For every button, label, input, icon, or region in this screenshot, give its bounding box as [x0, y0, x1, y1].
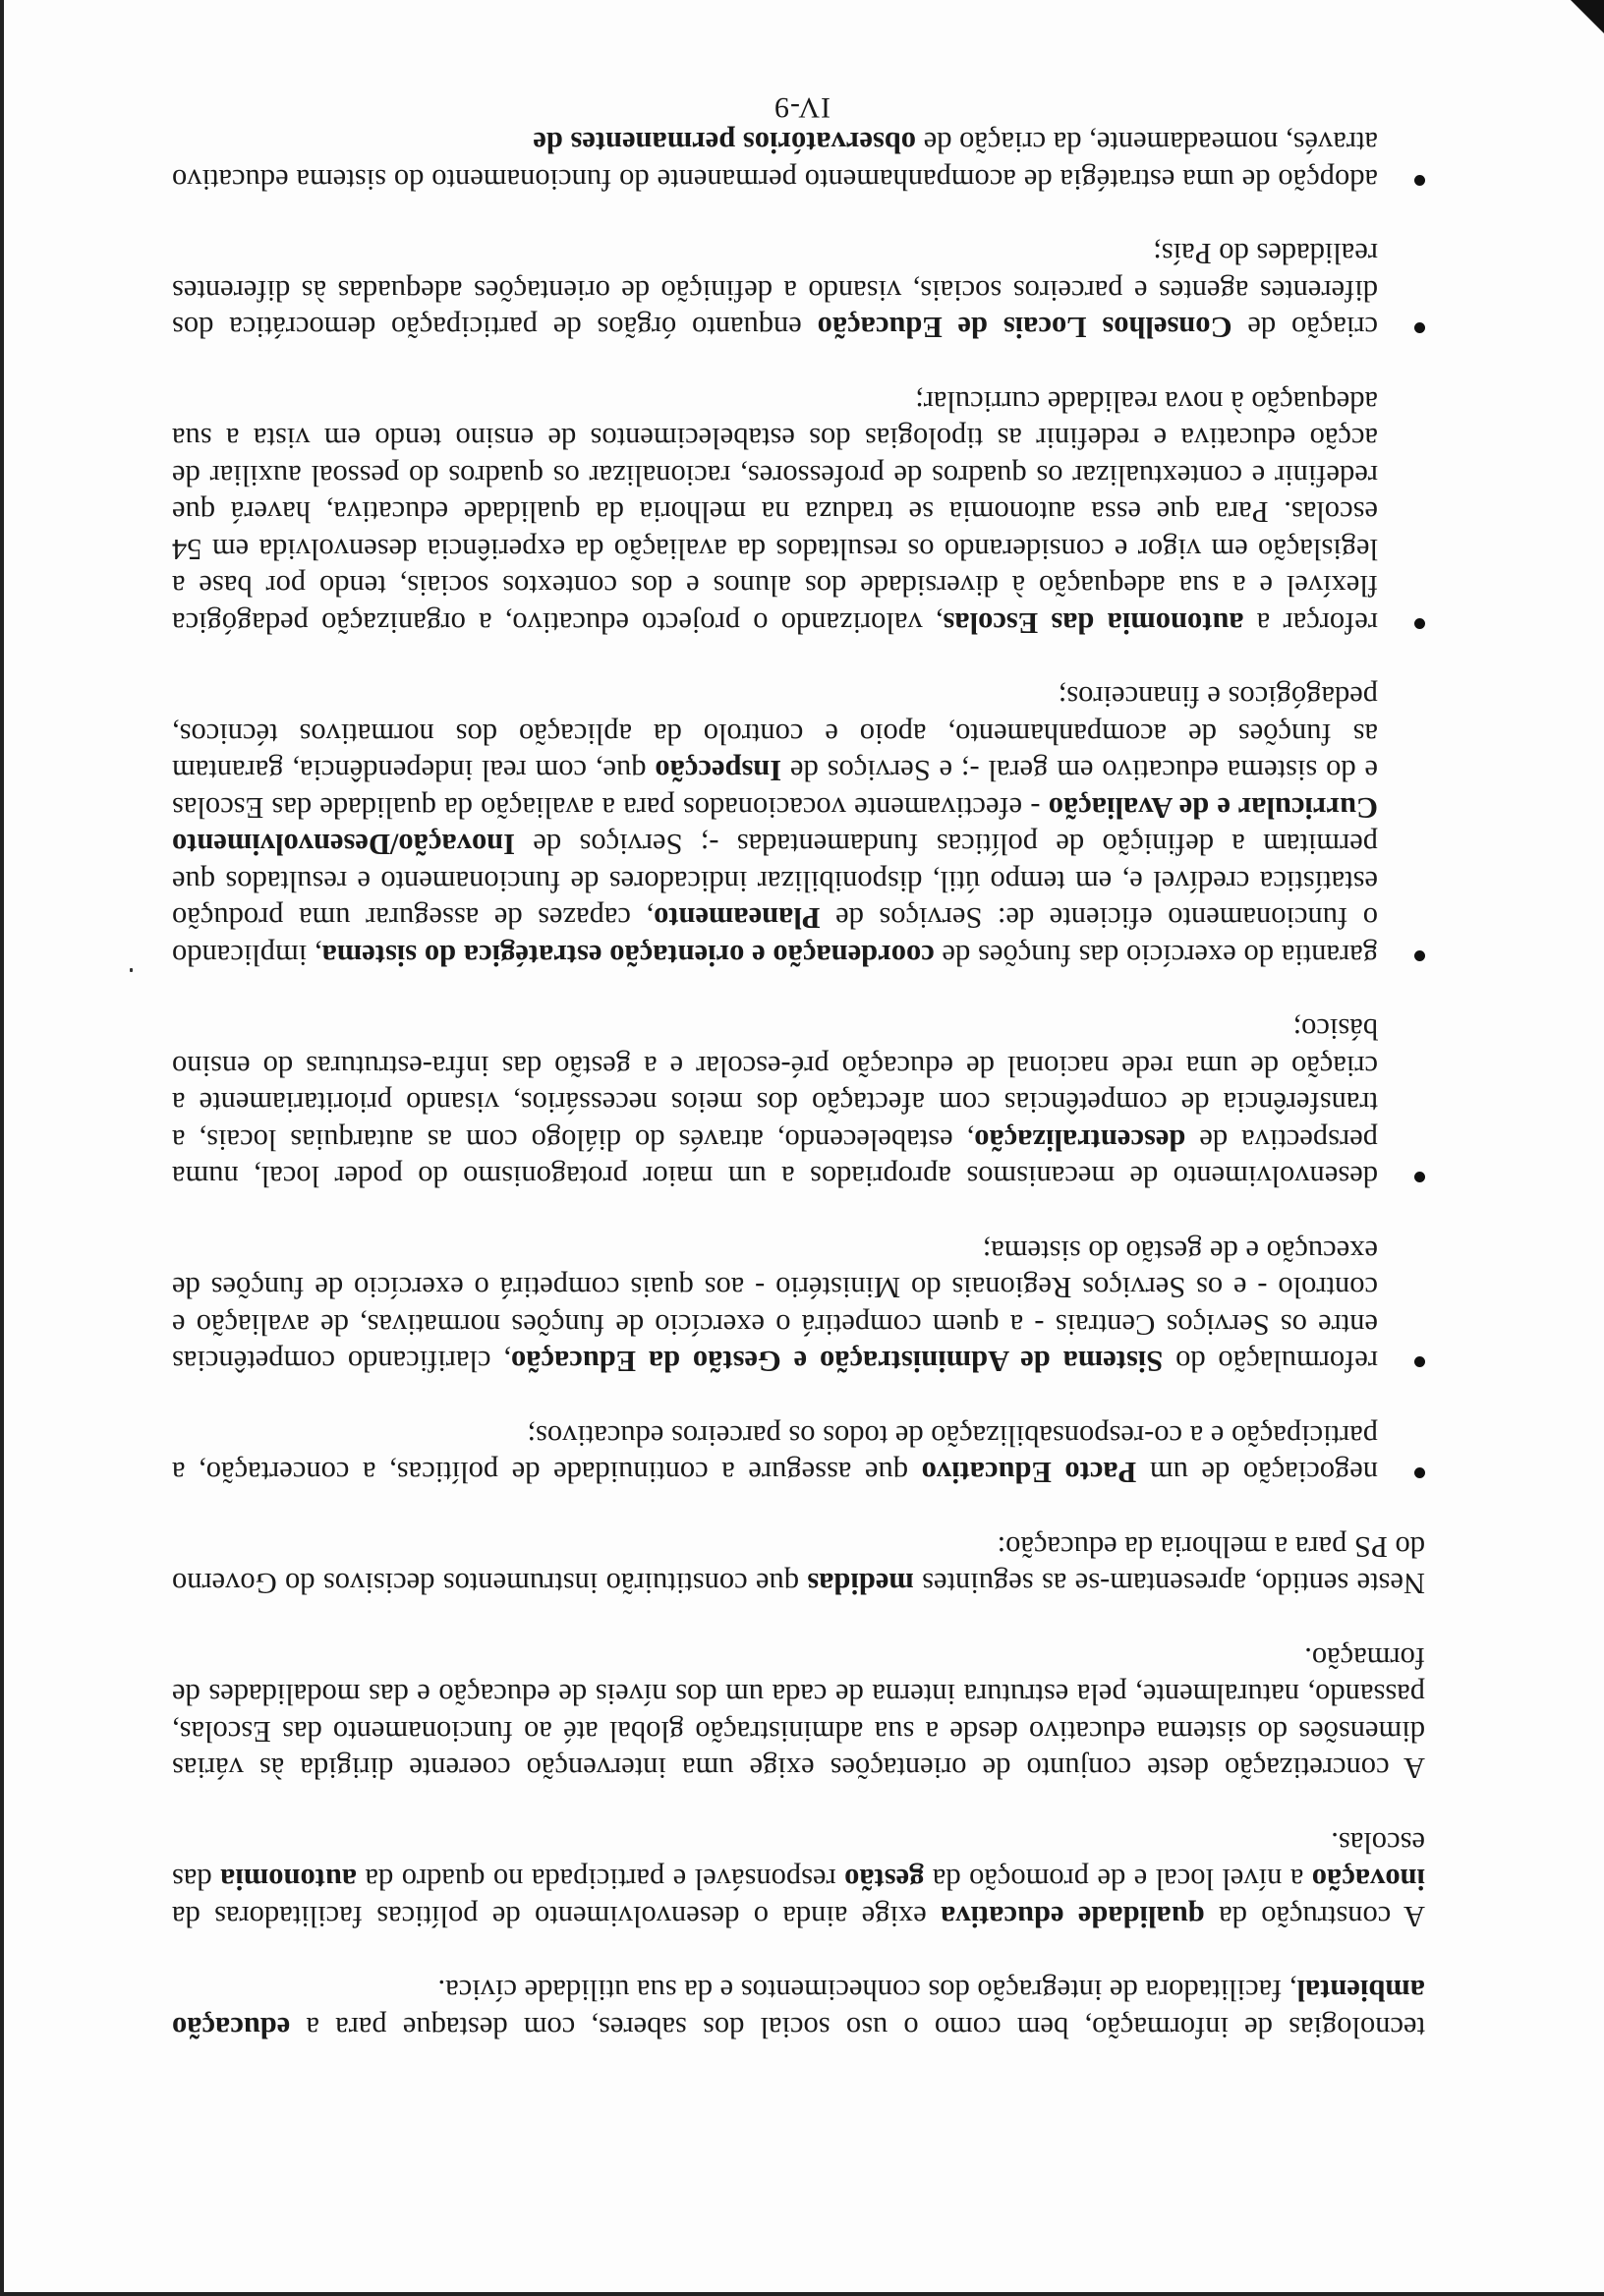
- bold-text-run: Inovação/Desenvolvimento Curricular e de Avaliação: [172, 791, 1378, 862]
- list-item: [172, 383, 1425, 642]
- bold-text-run: Pacto Educativo: [921, 1456, 1137, 1490]
- text-run: enquanto órgãos de participação democrática dos diferentes agentes e parceiros sociais, visando a definição de orientações adequadas às diferentes realidades do País;: [172, 237, 1378, 345]
- paragraph: [172, 1972, 1425, 2045]
- text-run: Neste sentido, apresentam-se as seguintes: [913, 1567, 1425, 1601]
- page-number: IV-9: [773, 91, 831, 124]
- bullet-icon: [1414, 950, 1425, 961]
- list-item-text: [172, 124, 1378, 198]
- text-run: reforçar a: [1243, 606, 1378, 640]
- bold-text-run: Planeamento: [654, 901, 821, 936]
- paragraph: [172, 1528, 1425, 1602]
- list-item-text: [172, 1417, 1378, 1491]
- paragraph: [172, 1824, 1425, 1935]
- bold-text-run: inovação: [1311, 1863, 1425, 1897]
- text-run: exige ainda o desenvolvimento de políticas facilitadoras da: [171, 1900, 942, 1933]
- text-run: responsável e participada no quadro da: [357, 1863, 845, 1897]
- text-run: que assegure a continuidade de políticas, a concertação, a participação e a co-responsabilização de todos os parceiros educativos;: [172, 1419, 1378, 1490]
- text-run: A construção da: [1204, 1900, 1425, 1933]
- list-item: [172, 678, 1425, 973]
- bullet-icon: [1414, 1468, 1425, 1479]
- text-run: garantia do exercício das funções de: [934, 939, 1378, 972]
- bold-text-run: medidas: [807, 1567, 914, 1601]
- measures-list: [172, 124, 1425, 1491]
- list-item-text: [172, 383, 1378, 642]
- text-run: tecnologias de informação, bem como o uso social dos saberes, com destaque para a: [290, 2011, 1425, 2044]
- bullet-icon: [1414, 618, 1425, 629]
- list-item: [172, 124, 1425, 198]
- bold-text-run: Inspecção: [655, 754, 782, 788]
- list-item-text: [172, 235, 1378, 346]
- list-item-text: [172, 1233, 1378, 1380]
- bullet-icon: [1414, 1173, 1425, 1183]
- text-run: , implicando o funcionamento eficiente de: Serviços de: [172, 901, 1378, 972]
- bold-text-run: autonomia das Escolas: [943, 606, 1244, 640]
- bold-text-run: descentralização: [974, 1123, 1186, 1157]
- text-run: , clarificando competências entre os Serviços Centrais - a quem competirá o exercício de funções normativas, de avaliação e controlo - e os Serviços Regionais do Ministério - aos quais competirá o exercício de funções de execução e de gestão do sistema;: [172, 1234, 1378, 1379]
- text-run: adopção de uma estratégia de acompanhamento permanente do funcionamento do sistema educativo através, nomeadamente, da criação de: [172, 126, 1378, 197]
- text-run: , valorizando o projecto educativo, a organização pedagógica flexível e a sua adequação à diversidade dos alunos e dos contextos sociais, tendo por base a legislação em vigor e considerando os resultados da avaliação da experiência desenvolvida em 54 escolas. Para que essa autonomia se traduza na melhoria da qualidade educativa, haverá que redefinir e contextualizar os quadros de professores, racionalizar os quadros do pessoal auxiliar de acção educativa e redefinir as tipologias dos estabelecimentos de ensino tendo em vista a sua adequação à nova realidade curricular;: [171, 385, 1378, 640]
- paragraph: [172, 1639, 1425, 1787]
- bold-text-run: educação ambiental: [172, 1974, 1425, 2044]
- text-run: que, com real independência, garantam as funções de acompanhamento, apoio e controlo da aplicação dos normativos técnicos, pedagógicos e financeiros;: [171, 680, 1378, 788]
- text-run: , estabelecendo, através do diálogo com as autarquias locais, a transferência de competências com afectação dos meios necessários, visando prioritariamente a criação de uma rede nacional de educação pré-escolar e a gestão das infra-estruturas do ensino básico;: [172, 1012, 1378, 1157]
- bullet-icon: [1414, 1357, 1425, 1368]
- list-item: [172, 1233, 1425, 1380]
- text-run: a nível local e de promoção da: [924, 1863, 1312, 1897]
- bold-text-run: autonomia: [220, 1863, 358, 1897]
- text-run: das escolas.: [172, 1826, 1425, 1897]
- text-run: negociação de um: [1136, 1456, 1378, 1490]
- text-run: , capazes de assegurar uma produção estatística credível e, em tempo útil, disponibilizar indicadores de funcionamento e resultados que permitam a definição de políticas fundamentadas -; Serviços de: [172, 828, 1378, 936]
- text-run: reformulação do: [1163, 1345, 1378, 1379]
- bold-text-run: Conselhos Locais de Educação: [817, 311, 1232, 345]
- list-item: [172, 235, 1425, 346]
- list-item: [172, 1417, 1425, 1491]
- text-run: - efectivamente vocacionados para a avaliação da qualidade das Escolas e do sistema educativo em geral -; e Serviços de: [172, 754, 1378, 825]
- list-item-text: [172, 1010, 1378, 1195]
- text-run: A concretização deste conjunto de orientações exige uma intervenção coerente dirigida às várias dimensões do sistema educativo desde a sua administração global até ao funcionamento das Escolas, passando, naturalmente, pela estrutura interna de cada um dos níveis de educação e das modalidades de formação.: [172, 1641, 1425, 1786]
- bold-text-run: qualidade educativa: [941, 1900, 1205, 1933]
- text-run: desenvolvimento de mecanismos apropriados a um maior protagonismo do poder local, numa perspectiva de: [172, 1123, 1378, 1194]
- bold-text-run: observatórios permanentes de: [533, 126, 917, 160]
- document-body: [172, 86, 1425, 2045]
- bold-text-run: Sistema de Administração e Gestão da Educação: [510, 1345, 1164, 1379]
- bullet-icon: [1414, 323, 1425, 334]
- bullet-icon: [1414, 175, 1425, 186]
- list-item-text: [172, 678, 1378, 973]
- bold-text-run: coordenação e orientação estratégica do sistema: [321, 939, 935, 972]
- intro-paragraphs: [172, 1528, 1425, 2046]
- bold-text-run: gestão: [844, 1863, 925, 1897]
- list-item: [172, 1010, 1425, 1195]
- text-run: criação de: [1232, 311, 1378, 345]
- text-run: que constituirão instrumentos decisivos do Governo do PS para a melhoria da educação:: [171, 1530, 1425, 1601]
- text-run: , facilitadora de integração dos conhecimentos e da sua utilidade cívica.: [437, 1974, 1297, 2008]
